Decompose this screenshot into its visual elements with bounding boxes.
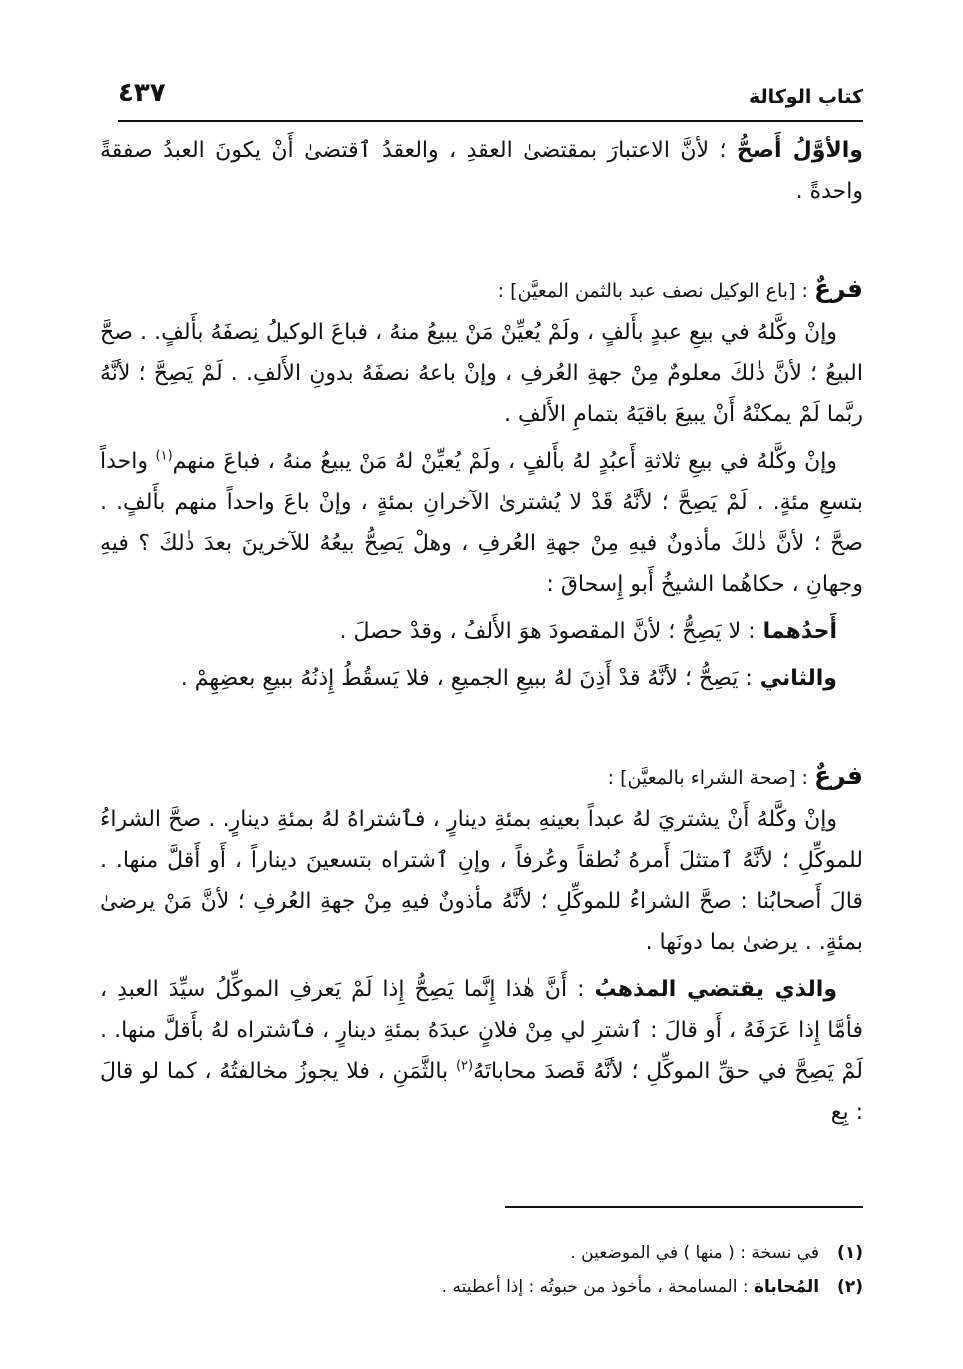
paragraph-4-lead: أَحدُهما [762, 619, 837, 644]
paragraph-3-text-b: واحداً بتسعِ مئةٍ. . لَمْ يَصِحَّ ؛ لأنَّهُ قَدْ لا يُشترىٰ الآخرانِ بمئةٍ ، وإنْ باعَ واحداً منهم بأَلفٍ. . صحَّ ؛ لأنَّ ذٰلكَ مأذونٌ فيهِ مِنْ جهةِ العُرفِ ، وهلْ يَصِحُّ بيعُهُ للآخرينَ بعدَ ذٰلكَ ؟ فيهِ وجهانِ ، حكاهُما الشيخُ أَبو إِسحاقَ : [100, 449, 863, 597]
paragraph-5 [100, 658, 863, 699]
paragraph-6: وإنْ وكَّلهُ أَنْ يشتريَ لهُ عبداً بعينهِ بمئةِ دينارٍ ، فٱشتراهُ لهُ بمئةِ دينارٍ. . صحَّ الشراءُ للموكِّلِ ؛ لأنَّهُ ٱمتثلَ أَمرهُ نُطقاً وعُرفاً ، وإنِ ٱشتراه بتسعينَ ديناراً ، أَو أَقلَّ منها. . قالَ أَصحابُنا : صحَّ الشراءُ للموكِّلِ ؛ لأنَّهُ مأذونٌ فيهِ مِنْ جهةِ العُرفِ ؛ لأنَّ مَنْ يرضىٰ بمئةٍ. . يرضىٰ بما دونَها . [100, 807, 863, 955]
paragraph-7 [100, 969, 863, 1133]
paragraph-1-lead: والأوَّلُ أَصحُّ [736, 138, 863, 163]
footnote-2-term: المُحاباة [754, 1277, 820, 1297]
main-text [100, 130, 863, 1133]
section-heading-1-title: : [باع الوكيل نصف عبد بالثمن المعيَّن] : [497, 280, 814, 302]
footnote-1-text: في نسخة : ( منها ) في الموضعين . [570, 1243, 820, 1263]
footnote-1 [100, 1236, 863, 1270]
header-rule [118, 120, 863, 122]
paragraph-5-lead: والثاني [759, 666, 837, 691]
page-header [118, 78, 863, 118]
paragraph-3 [100, 441, 863, 605]
paragraph-5-text: : يَصِحُّ ؛ لأنَّهُ قدْ أَذِنَ لهُ ببيعِ الجميعِ ، فلا يَسقُطُ إِذنُهُ ببيعِ بعضِهِمْ . [180, 666, 760, 691]
paragraph-4-text: : لا يَصِحُّ ؛ لأنَّ المقصودَ هوَ الأَلفُ ، وقدْ حصلَ . [339, 619, 763, 644]
paragraph-3-text-a: وإنْ وكَّلهُ في بيعِ ثلاثةِ أَعبُدٍ لهُ بأَلفٍ ، ولَمْ يُعيِّنْ لهُ مَنْ يبيعُ منهُ ، فباعَ منهم [172, 449, 837, 474]
footnote-1-number: (١) [837, 1243, 863, 1263]
paragraph-7-text-a: : أَنَّ هٰذا إِنَّما يَصِحُّ إِذا لَمْ يَعرفِ الموكِّلُ سيِّدَ العبدِ ، فأمَّا إِذا عَرَفَهُ ، أَو قالَ : ٱشترِ لي مِنْ فلانٍ عبدَهُ بمئةِ دينارٍ ، فٱشتراه لهُ بأَقلَّ منها. . لَمْ يَصِحَّ في حقِّ الموكِّلِ ؛ لأنَّهُ قَصدَ محاباتَهُ [100, 977, 863, 1084]
section-heading-2-far: فرعٌ [814, 761, 863, 790]
footnote-2 [100, 1270, 863, 1304]
page-number: ٤٣٧ [118, 78, 166, 108]
footnote-2-number: (٢) [837, 1277, 863, 1297]
footnote-ref-1[interactable]: (١) [155, 448, 173, 464]
footnote-2-text: : المسامحة ، مأخوذ من حبوتُه : إذا أعطيته . [441, 1277, 754, 1297]
section-heading-2 [100, 755, 863, 799]
section-heading-2-title: : [صحة الشراء بالمعيَّن] : [607, 767, 814, 789]
footnote-ref-2[interactable]: (٢) [455, 1058, 474, 1074]
section-heading-1 [100, 268, 863, 312]
paragraph-4 [100, 611, 863, 652]
paragraph-7-lead: والذي يقتضي المذهبُ [594, 977, 837, 1002]
running-title: كتاب الوكالة [748, 86, 863, 108]
paragraph-2: وإنْ وكَّلهُ في بيعِ عبدٍ بأَلفٍ ، ولَمْ يُعيِّنْ مَنْ يبيعُ منهُ ، فباعَ الوكيلُ نِصفَهُ بأَلفٍ. . صحَّ البيعُ ؛ لأنَّ ذٰلكَ معلومٌ مِنْ جهةِ العُرفِ ، وإنْ باعهُ نصفَهُ بدونِ الأَلفِ. . لَمْ يَصِحَّ ؛ لأنَّهُ ربَّما لَمْ يمكنْهُ أَنْ يبيعَ باقيَهُ بتمامِ الأَلفِ . [100, 320, 863, 427]
footnote-rule [505, 1206, 863, 1208]
footnotes [100, 1236, 863, 1304]
paragraph-1 [100, 130, 863, 212]
section-heading-1-far: فرعٌ [814, 274, 863, 303]
footnote-2-body [442, 1270, 819, 1304]
paragraph-1-text: ؛ لأنَّ الاعتبارَ بمقتضىٰ العقدِ ، والعقدُ ٱقتضىٰ أَنْ يكونَ العبدُ صفقةً واحدةً . [100, 138, 863, 204]
paragraph-7-text-b: بالثَّمَنِ ، فلا يجوزُ مخالفتُهُ ، كما لو قالَ : بِع [100, 1059, 863, 1125]
